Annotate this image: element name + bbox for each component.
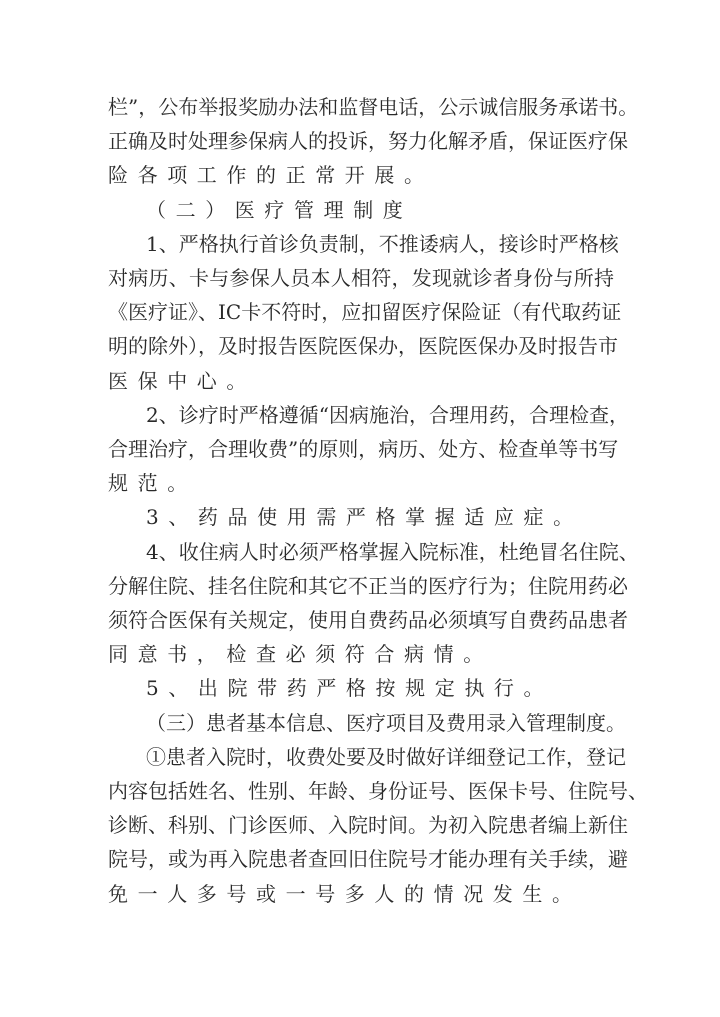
text-line: 险各项工作的正常开展。 xyxy=(108,163,434,188)
text-line: 合理治疗，合理收费”的原则，病历、处方、检查单等书写 xyxy=(108,437,619,461)
text-line: 规范。 xyxy=(108,471,197,496)
text-line: 《医疗证》、IC卡不符时，应扣留医疗保险证（有代取药证 xyxy=(108,300,622,325)
text-line: （二）医疗管理制度 xyxy=(146,197,413,222)
text-line: 3、药品使用需严格掌握适应症。 xyxy=(146,505,583,530)
text-line: 5、出院带药严格按规定执行。 xyxy=(146,676,554,701)
text-line: 分解住院、挂名住院和其它不正当的医疗行为；住院用药必 xyxy=(108,573,628,598)
text-line: 明的除外），及时报告医院医保办，医院医保办及时报告市 xyxy=(108,334,618,359)
text-line: 4、收住病人时必须严格掌握入院标准，杜绝冒名住院、 xyxy=(146,539,639,564)
text-line: 诊断、科别、门诊医师、入院时间。为初入院患者编上新住 xyxy=(108,813,628,838)
text-line: 栏”，公布举报奖励办法和监督电话，公示诚信服务承诺书。 xyxy=(108,95,639,119)
text-line: （三）患者基本信息、医疗项目及费用录入管理制度。 xyxy=(146,710,626,735)
text-line: 同意书，检查必须符合病情。 xyxy=(108,642,493,667)
text-line: 免一人多号或一号多人的情况发生。 xyxy=(108,881,582,906)
text-line: 正确及时处理参保病人的投诉，努力化解矛盾，保证医疗保 xyxy=(108,129,628,154)
text-line: 医保中心。 xyxy=(108,368,256,393)
text-line: 1、严格执行首诊负责制，不推诿病人，接诊时严格核 xyxy=(146,231,619,256)
text-line: 2、诊疗时严格遵循“因病施治，合理用药，合理检查， xyxy=(146,402,629,427)
text-line: 须符合医保有关规定，使用自费药品必须填写自费药品患者 xyxy=(108,608,628,632)
text-line: 对病历、卡与参保人员本人相符，发现就诊者身份与所持 xyxy=(108,266,614,290)
text-line: 内容包括姓名、性别、年龄、身份证号、医保卡号、住院号、 xyxy=(108,779,648,803)
text-line: 院号，或为再入院患者查回旧住院号才能办理有关手续，避 xyxy=(108,847,628,872)
text-line: ①患者入院时，收费处要及时做好详细登记工作，登记 xyxy=(146,744,626,769)
